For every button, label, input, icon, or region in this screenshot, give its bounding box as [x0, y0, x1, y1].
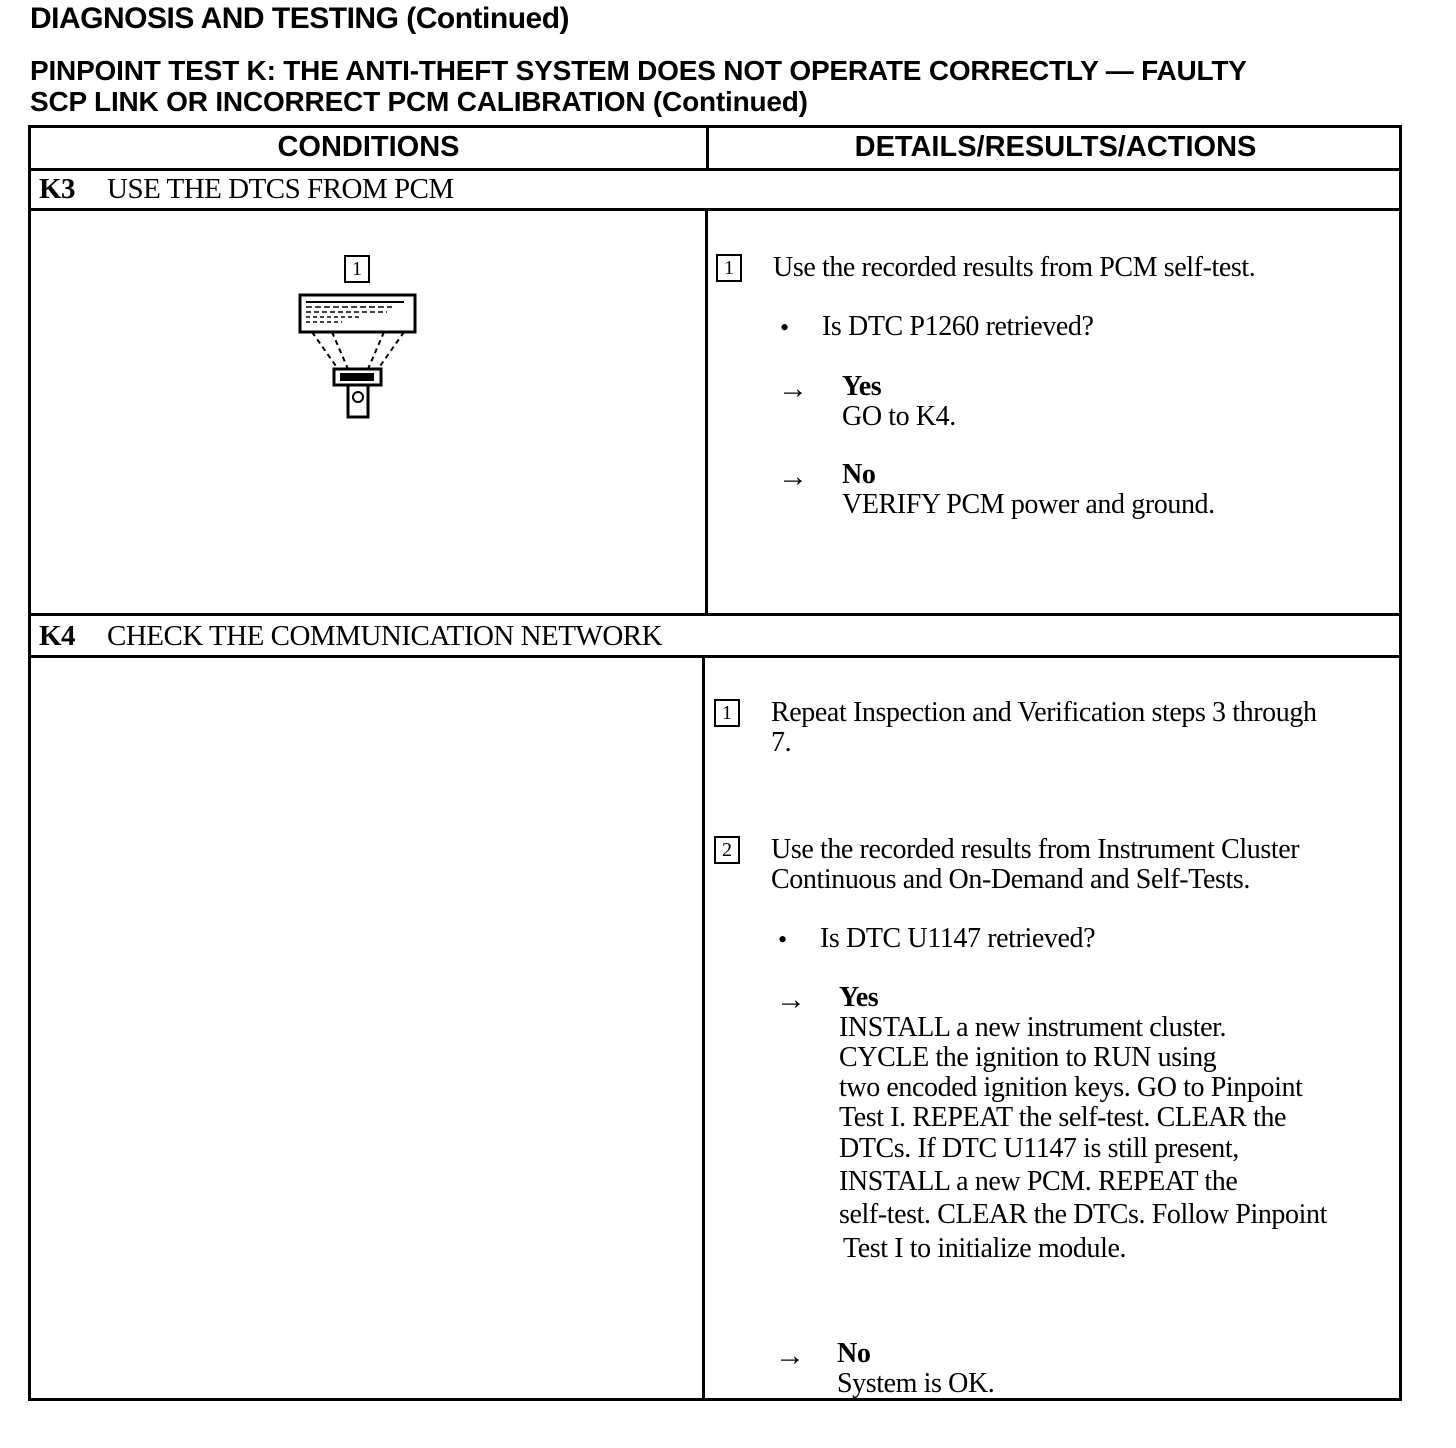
k4-yes-line-4: Test I. REPEAT the self-test. CLEAR the: [839, 1102, 1286, 1133]
k4-yes-line-2: CYCLE the ignition to RUN using: [839, 1042, 1217, 1073]
test-title-line-2: SCP LINK OR INCORRECT PCM CALIBRATION (Continued): [30, 86, 808, 117]
k4-step-2-line-2: Continuous and On-Demand and Self-Tests.: [771, 864, 1250, 895]
k4-step-2-line-1: Use the recorded results from Instrument Cluster: [771, 834, 1300, 865]
k4-step-1-line-1: Repeat Inspection and Verification steps 3 through: [771, 697, 1317, 728]
k3-column-divider: [705, 208, 708, 613]
k3-yes-arrow-icon: →: [778, 372, 808, 405]
k4-yes-line-5: DTCs. If DTC U1147 is still present,: [839, 1133, 1239, 1164]
k3-title-divider: [31, 208, 1399, 211]
k3-question: Is DTC P1260 retrieved?: [822, 311, 1094, 342]
k4-yes-label: Yes: [839, 982, 879, 1013]
k4-yes-line-7: self-test. CLEAR the DTCs. Follow Pinpoint: [839, 1199, 1327, 1230]
k3-yes-label: Yes: [842, 371, 882, 402]
header-row-divider: [31, 168, 1399, 171]
scan-tool-illustration: [292, 245, 427, 425]
page-title: DIAGNOSIS AND TESTING (Continued): [30, 2, 570, 35]
pinpoint-test-title: [30, 55, 1410, 117]
k3-step-name: USE THE DTCS FROM PCM: [107, 173, 454, 205]
k4-step-2-callout: 2: [714, 836, 740, 864]
k4-column-divider: [702, 655, 705, 1401]
k3-step-title: [39, 173, 454, 206]
k4-yes-arrow-icon: →: [776, 983, 806, 1016]
k3-no-label: No: [842, 459, 876, 490]
scan-tool-icon: [292, 245, 427, 425]
details-column-header: DETAILS/RESULTS/ACTIONS: [854, 131, 1257, 163]
k3-no-arrow-icon: →: [778, 460, 808, 493]
k4-bullet: •: [778, 925, 788, 954]
k4-step-title: [39, 620, 662, 653]
k4-yes-line-6: INSTALL a new PCM. REPEAT the: [839, 1166, 1238, 1197]
k4-yes-line-1: INSTALL a new instrument cluster.: [839, 1012, 1227, 1043]
k3-step-1-callout: 1: [716, 254, 742, 282]
k4-step-1-callout: 1: [714, 699, 740, 727]
k4-yes-line-3: two encoded ignition keys. GO to Pinpoint: [839, 1072, 1303, 1103]
k4-step-1-line-2: 7.: [771, 727, 792, 758]
k4-title-divider: [31, 655, 1399, 658]
k4-question: Is DTC U1147 retrieved?: [820, 923, 1096, 954]
k4-no-label: No: [837, 1338, 871, 1369]
k4-no-arrow-icon: →: [775, 1339, 805, 1372]
k4-no-action: System is OK.: [837, 1368, 995, 1399]
k4-yes-line-8: Test I to initialize module.: [843, 1233, 1127, 1264]
k3-step-id: K3: [39, 173, 76, 205]
k3-body-divider: [31, 613, 1399, 616]
test-title-line-1: PINPOINT TEST K: THE ANTI-THEFT SYSTEM DOES NOT OPERATE CORRECTLY — FAULTY: [30, 55, 1247, 86]
conditions-column-header: CONDITIONS: [277, 131, 460, 163]
k3-step-1-text: Use the recorded results from PCM self-test.: [773, 252, 1256, 283]
k4-step-id: K4: [39, 620, 76, 652]
k3-no-action: VERIFY PCM power and ground.: [842, 489, 1215, 520]
k3-yes-action: GO to K4.: [842, 401, 956, 432]
illustration-callout-1: 1: [344, 255, 370, 283]
k3-bullet: •: [780, 313, 790, 342]
k4-step-name: CHECK THE COMMUNICATION NETWORK: [107, 620, 663, 652]
